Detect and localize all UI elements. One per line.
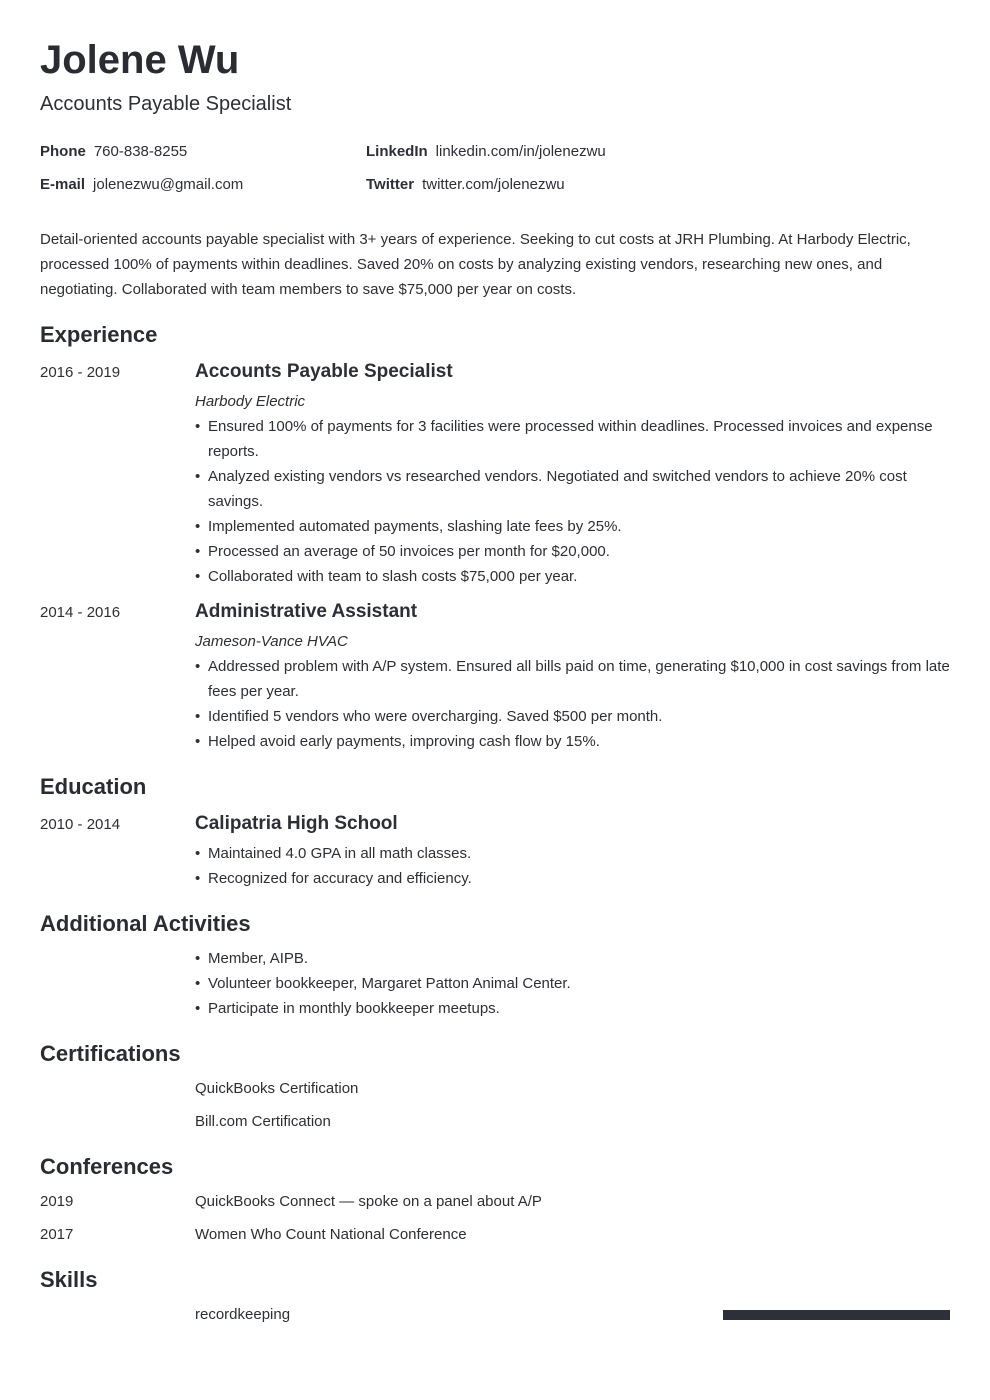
skill-level-fill: [723, 1310, 950, 1320]
job-2-company: Jameson-Vance HVAC: [195, 633, 348, 650]
list-item: • Addressed problem with A/P system. Ensured all bills paid on time, generating $10,000 in cost savings from late fees per year.: [195, 654, 952, 704]
education-school: Calipatria High School: [195, 813, 398, 834]
contact-phone-value: 760-838-8255: [93, 143, 188, 160]
certifications-heading: Certifications: [40, 1041, 181, 1066]
conference-name: QuickBooks Connect — spoke on a panel about A/P: [195, 1193, 542, 1210]
job-1-company: Harbody Electric: [195, 393, 306, 410]
education-dates: 2010 - 2014: [40, 816, 121, 833]
list-item: • Processed an average of 50 invoices per month for $20,000.: [195, 539, 952, 564]
list-item: • Participate in monthly bookkeeper meetups.: [195, 996, 952, 1021]
education-heading: Education: [40, 774, 147, 799]
conferences-heading: Conferences: [40, 1154, 174, 1179]
list-item: • Volunteer bookkeeper, Margaret Patton Animal Center.: [195, 971, 952, 996]
contact-linkedin: [366, 142, 606, 162]
job-1-bullets: [195, 414, 952, 589]
list-item: • Identified 5 vendors who were overcharging. Saved $500 per month.: [195, 704, 952, 729]
candidate-name: Jolene Wu: [40, 38, 240, 82]
conference-year: 2017: [40, 1226, 74, 1243]
conference-name: Women Who Count National Conference: [195, 1226, 467, 1243]
education-bullets: [195, 841, 952, 891]
skill-level-bar: [723, 1310, 950, 1320]
activities-bullets: [195, 946, 952, 1021]
job-2-dates: 2014 - 2016: [40, 604, 121, 621]
list-item: • Implemented automated payments, slashing late fees by 25%.: [195, 514, 952, 539]
list-item: • Maintained 4.0 GPA in all math classes.: [195, 841, 952, 866]
list-item: • Ensured 100% of payments for 3 facilities were processed within deadlines. Processed invoices and expense reports.: [195, 414, 952, 464]
experience-heading: Experience: [40, 322, 158, 347]
contact-email-value: jolenezwu@gmail.com: [93, 176, 244, 193]
contact-phone: [40, 142, 187, 162]
certification-item: Bill.com Certification: [195, 1113, 331, 1130]
summary-paragraph: Detail-oriented accounts payable specialist with 3+ years of experience. Seeking to cut costs at JRH Plumbing. At Harbody Electric, processed 100% of payments within deadlines. Saved 20% on costs by analyzing existing vendors, researching new ones, and negotiating. Collaborated with team members to save $75,000 per year on costs.: [40, 231, 911, 298]
job-2-bullets: [195, 654, 952, 754]
certification-item: QuickBooks Certification: [195, 1080, 359, 1097]
list-item: • Analyzed existing vendors vs researched vendors. Negotiated and switched vendors to achieve 20% cost savings.: [195, 464, 952, 514]
job-2-role: Administrative Assistant: [195, 601, 418, 622]
contact-twitter: [366, 175, 565, 195]
contact-linkedin-value: linkedin.com/in/jolenezwu: [435, 143, 606, 160]
list-item: • Collaborated with team to slash costs $75,000 per year.: [195, 564, 952, 589]
activities-heading: Additional Activities: [40, 911, 251, 936]
contact-phone-label: Phone: [40, 143, 86, 160]
list-item: • Helped avoid early payments, improving cash flow by 15%.: [195, 729, 952, 754]
list-item: • Member, AIPB.: [195, 946, 952, 971]
contact-email: [40, 175, 243, 195]
list-item: • Recognized for accuracy and efficiency.: [195, 866, 952, 891]
contact-linkedin-label: LinkedIn: [366, 143, 428, 160]
contact-twitter-label: Twitter: [366, 176, 415, 193]
contact-email-label: E-mail: [40, 176, 86, 193]
job-1-role: Accounts Payable Specialist: [195, 361, 453, 382]
skill-name: recordkeeping: [195, 1306, 291, 1323]
contact-twitter-value: twitter.com/jolenezwu: [422, 176, 565, 193]
skills-heading: Skills: [40, 1267, 98, 1292]
conference-year: 2019: [40, 1193, 74, 1210]
job-1-dates: 2016 - 2019: [40, 364, 121, 381]
job-title: Accounts Payable Specialist: [40, 93, 292, 115]
